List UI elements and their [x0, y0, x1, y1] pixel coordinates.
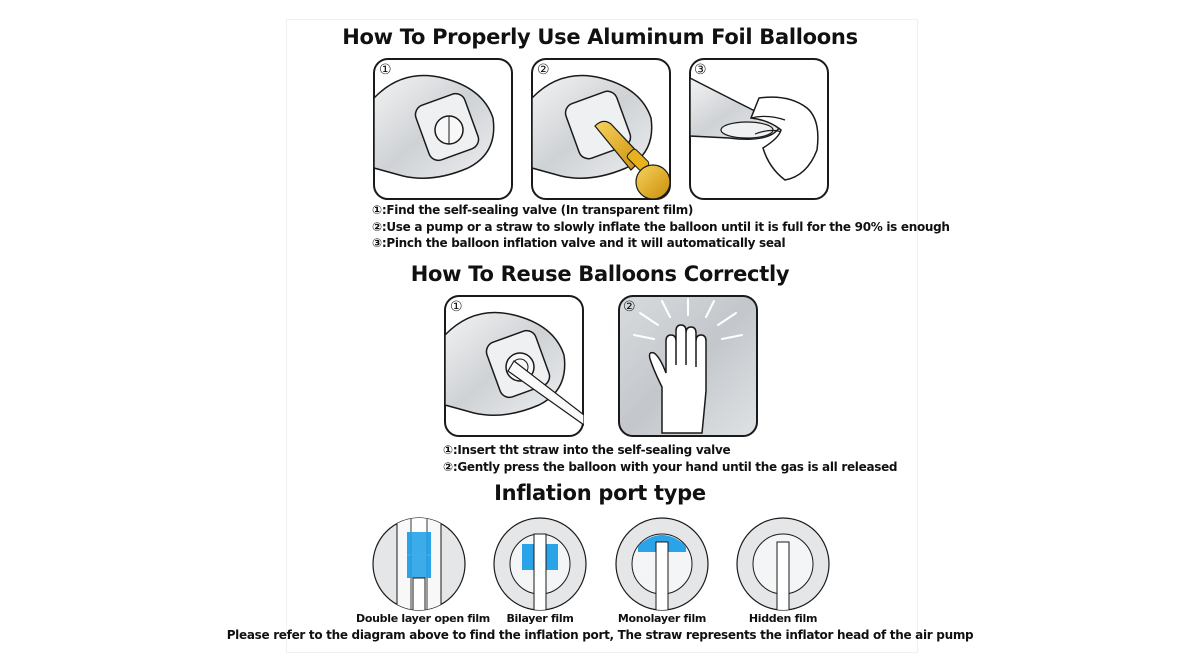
step-text: ①:Find the self-sealing valve (In transparent film) [372, 203, 694, 217]
panel-number: ② [537, 62, 550, 78]
panel-seal [689, 58, 829, 200]
port-diagram-double-layer [371, 516, 467, 612]
section1-steps [372, 202, 950, 252]
port-diagram-bilayer [492, 516, 588, 612]
section-title-port-type: Inflation port type [494, 481, 706, 505]
panel-insert-straw [444, 295, 584, 437]
section2-steps [443, 442, 897, 475]
panel-number: ② [623, 299, 636, 315]
port-diagram-hidden [735, 516, 831, 612]
panel-find-valve [373, 58, 513, 200]
step-text: ②:Gently press the balloon with your hand until the gas is all released [443, 459, 898, 474]
port-label: Hidden film [748, 612, 818, 625]
step-text: ②:Use a pump or a straw to slowly inflate the balloon until it is full for the 90% is enough [372, 219, 950, 234]
port-label: Bilayer film [506, 612, 574, 625]
panel-number: ③ [694, 62, 707, 78]
panel-number: ① [379, 62, 392, 78]
footnote: Please refer to the diagram above to find the inflation port, The straw represents the inflator head of the air pump [226, 628, 974, 642]
panel-number: ① [450, 299, 463, 315]
panel-inflate [531, 58, 671, 200]
step-text: ③:Pinch the balloon inflation valve and it will automatically seal [372, 236, 786, 250]
port-label: Monolayer film [617, 612, 707, 625]
port-label: Double layer open film [356, 612, 490, 625]
section-title-proper-use: How To Properly Use Aluminum Foil Balloons [342, 25, 858, 49]
step-text: ①:Insert tht straw into the self-sealing valve [443, 443, 731, 457]
port-diagram-monolayer [614, 516, 710, 612]
section-title-reuse: How To Reuse Balloons Correctly [410, 262, 790, 286]
panel-press-hand [618, 295, 758, 437]
